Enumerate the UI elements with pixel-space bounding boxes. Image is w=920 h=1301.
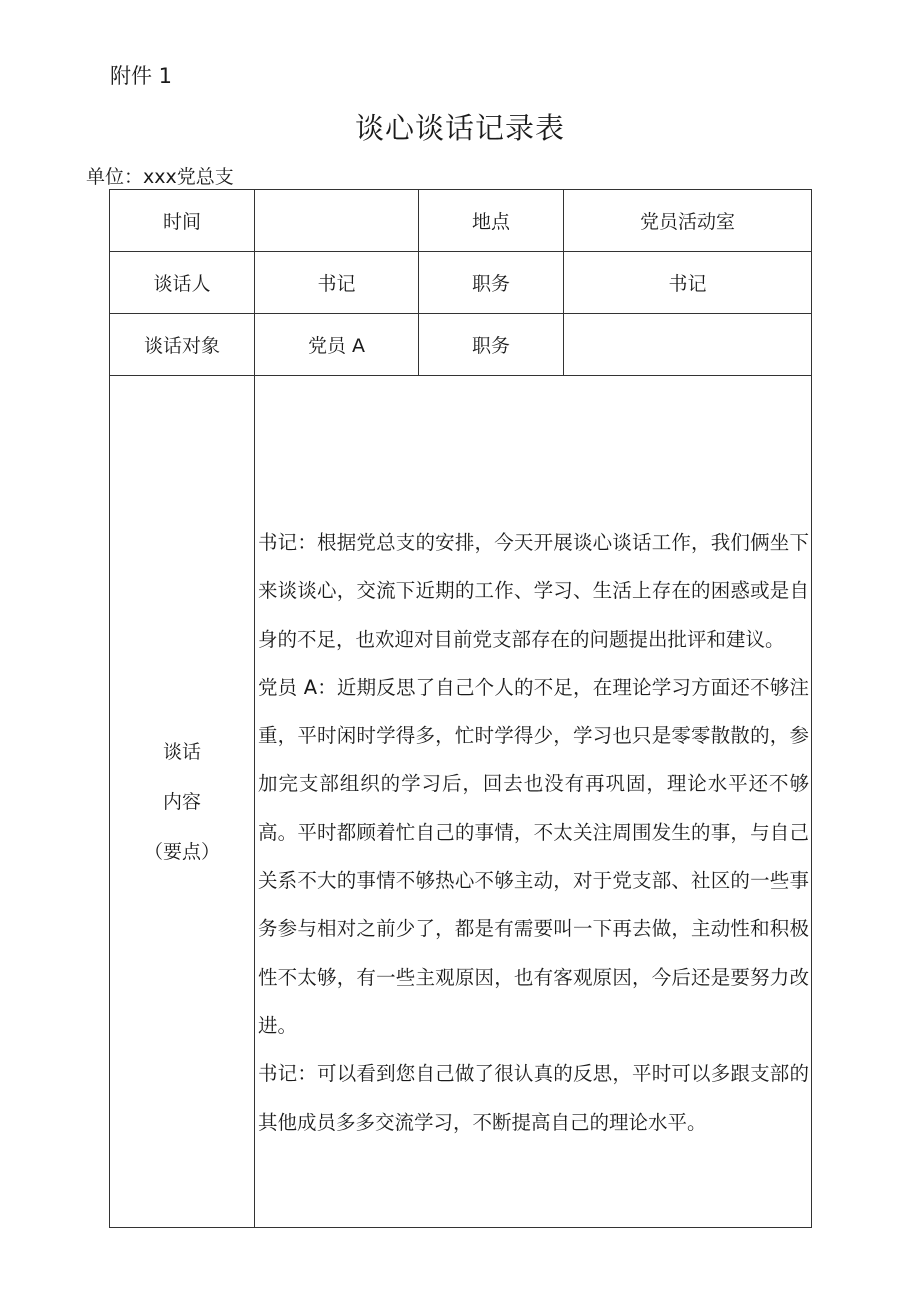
page-title: 谈心谈话记录表 xyxy=(354,111,565,145)
content-label-line-2: 内容 xyxy=(162,790,201,813)
content-label-line-1: 谈话 xyxy=(162,740,201,763)
paragraph-secretary-opening: 书记：根据党总支的安排，今天开展谈心谈话工作，我们俩坐下来谈谈心，交流下近期的工作、学习、生活上存在的困惑或是自身的不足，也欢迎对目前党支部存在的问题提出批评和建议。 xyxy=(258,531,809,651)
target-position-value xyxy=(564,314,812,376)
place-label: 地点 xyxy=(419,190,564,252)
content-text xyxy=(255,519,811,1147)
talk-record-table xyxy=(109,189,812,1228)
time-value xyxy=(255,190,419,252)
talker-position-value: 书记 xyxy=(564,252,812,314)
target-label: 谈话对象 xyxy=(110,314,255,376)
table-row-time-place xyxy=(110,190,812,252)
target-value: 党员 A xyxy=(255,314,419,376)
target-position-label: 职务 xyxy=(419,314,564,376)
content-body xyxy=(255,376,812,1228)
table-row-target xyxy=(110,314,812,376)
attachment-label: 附件 1 xyxy=(110,64,173,88)
place-value: 党员活动室 xyxy=(564,190,812,252)
unit-label: 单位：xxx党总支 xyxy=(86,166,234,188)
content-label-line-3: （要点） xyxy=(143,840,220,863)
paragraph-member-reflection: 党员 A：近期反思了自己个人的不足，在理论学习方面还不够注重，平时闲时学得多，忙时学得少，学习也只是零零散散的，参加完支部组织的学习后，回去也没有再巩固，理论水平还不够高。平时都顾着忙自己的事情，不太关注周围发生的事，与自己关系不大的事情不够热心不够主动，对于党支部、社区的一些事务参与相对之前少了，都是有需要叫一下再去做，主动性和积极性不太够，有一些主观原因，也有客观原因，今后还是要努力改进。 xyxy=(258,675,809,1037)
table-row-content xyxy=(110,376,812,1228)
talker-position-label: 职务 xyxy=(419,252,564,314)
talker-value: 书记 xyxy=(255,252,419,314)
table-row-talker xyxy=(110,252,812,314)
content-label xyxy=(110,376,255,1228)
talker-label: 谈话人 xyxy=(110,252,255,314)
paragraph-secretary-closing: 书记：可以看到您自己做了很认真的反思，平时可以多跟支部的其他成员多多交流学习，不断提高自己的理论水平。 xyxy=(258,1062,809,1134)
time-label: 时间 xyxy=(110,190,255,252)
